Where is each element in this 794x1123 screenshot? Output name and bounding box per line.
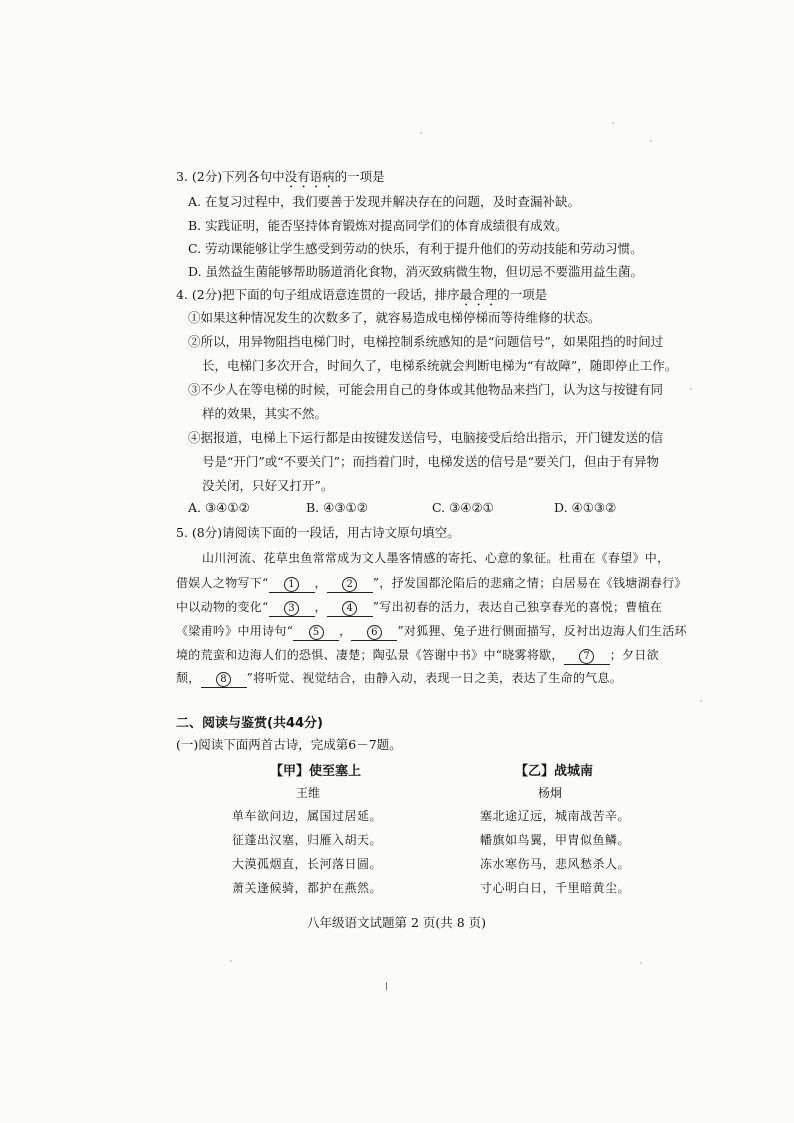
q3-option-d: D. 虽然益生菌能够帮助肠道消化食物，消灭致病微生物，但切忌不要滥用益生菌。 — [188, 264, 644, 279]
q3-stem-emphasis: 没有语病 — [284, 169, 335, 184]
q5-text: ， — [339, 624, 352, 638]
scan-speck — [700, 700, 702, 702]
answer-blank-2[interactable] — [327, 575, 373, 593]
answer-blank-1[interactable] — [269, 575, 315, 593]
q5-text: ， — [314, 600, 327, 614]
poem-b-line-4: 寸心明白日，千里暗黄尘。 — [480, 881, 631, 895]
q5-paragraph-line-3 — [176, 597, 662, 617]
answer-blank-3[interactable] — [269, 599, 315, 617]
q4-stem-prefix: 4. (2分)把下面的句子组成语意连贯的一段话，排序 — [176, 287, 460, 302]
q5-text: 《梁甫吟》中用诗句“ — [176, 624, 294, 638]
q4-option-a: A. ③④①② — [188, 500, 250, 515]
q4-sentence-4-end: 没关闭，只好又打开”。 — [202, 478, 334, 493]
poem-b-line-3: 冻水寒伤马，悲风愁杀人。 — [480, 857, 631, 871]
poem-a-line-4: 萧关逢候骑，都护在燕然。 — [232, 881, 383, 895]
answer-blank-8[interactable] — [201, 670, 247, 688]
q4-sentence-1: ①如果这种情况发生的次数多了，就容易造成电梯停梯而等待维修的状态。 — [188, 310, 601, 325]
q4-option-c: C. ③④②① — [432, 500, 494, 515]
q3-stem-prefix: 3. (2分)下列各句中 — [176, 169, 285, 184]
q5-text: 颓， — [176, 671, 201, 685]
q4-sentence-4: ④据报道，电梯上下运行都是由按键发送信号，电脑接受后给出指示，开门键发送的信 — [188, 430, 664, 445]
poem-b-title: 【乙】战城南 — [515, 764, 594, 779]
blank-number: 6 — [367, 625, 382, 640]
scan-speck — [640, 962, 642, 964]
blank-number: 4 — [342, 601, 357, 616]
poem-a-title: 【甲】使至塞上 — [270, 764, 362, 779]
blank-number: 8 — [216, 672, 231, 687]
q4-option-d: D. ④①③② — [554, 500, 617, 515]
blank-number: 1 — [284, 577, 299, 592]
q5-text: ”对狐狸、兔子进行侧面描写，反衬出边海人们生活环 — [397, 624, 687, 638]
poem-a-author: 王维 — [296, 786, 321, 800]
scan-speck — [420, 132, 422, 134]
poem-b-author: 杨炯 — [538, 786, 563, 800]
q5-text: 借娱人之物写下“ — [176, 576, 269, 590]
scan-speck — [650, 140, 652, 142]
scan-mark — [386, 982, 387, 990]
blank-number: 2 — [342, 577, 357, 592]
blank-number: 7 — [579, 649, 594, 664]
q3-option-b: B. 实践证明，能否坚持体育锻炼对提高同学们的体育成绩很有成效。 — [188, 218, 568, 233]
q5-text: ”将听觉、视觉结合，由静入动，表现一日之美，表达了生命的气息。 — [246, 671, 623, 685]
q5-text: 境的荒蛮和边海人们的恐惧、凄楚；陶弘景《答谢中书》中“晓雾将歇， — [176, 648, 564, 662]
q4-sentence-4-cont: 号是“开门”或“不要关门”；而挡着门时，电梯发送的信号是“要关门，但由于有异物 — [202, 454, 659, 469]
q4-sentence-3: ③不少人在等电梯的时候，可能会用自己的身体或其他物品来挡门，认为这与按键有同 — [188, 382, 664, 397]
q5-paragraph-line-2 — [176, 573, 687, 593]
poem-a-line-1: 单车欲问边，属国过居延。 — [232, 809, 383, 823]
q5-text: ”写出初春的活力，表达自己独享春光的喜悦；曹植在 — [372, 600, 663, 614]
q3-stem — [176, 167, 385, 191]
scan-speck — [690, 388, 692, 390]
q4-option-b: B. ④③①② — [306, 500, 368, 515]
page-footer: 八年级语文试题第 2 页(共 8 页) — [307, 915, 487, 930]
poem-a-line-2: 征蓬出汉塞，归雁入胡天。 — [232, 833, 383, 847]
blank-number: 3 — [284, 601, 299, 616]
poem-b-line-1: 塞北途辽远，城南战苦辛。 — [480, 809, 631, 823]
q3-stem-suffix: 的一项是 — [334, 169, 385, 184]
answer-blank-4[interactable] — [327, 599, 373, 617]
q4-stem-emphasis: 最合理 — [459, 287, 498, 302]
q4-stem-suffix: 的一项是 — [497, 287, 548, 302]
answer-blank-7[interactable] — [564, 647, 610, 665]
q5-text: ”，抒发国都沦陷后的悲痛之情；白居易在《钱塘湖春行》 — [372, 576, 687, 590]
q5-text: ， — [314, 576, 327, 590]
q5-paragraph-line-6 — [176, 668, 622, 688]
q5-stem: 5. (8分)请阅读下面的一段话，用古诗文原句填空。 — [176, 525, 460, 540]
section-2-heading: 二、阅读与鉴赏(共44分) — [176, 716, 323, 731]
q5-paragraph-line-4 — [176, 621, 687, 641]
q5-text: ；夕日欲 — [609, 648, 659, 662]
q5-text: 中以动物的变化“ — [176, 600, 269, 614]
q4-sentence-2-cont: 长，电梯门多次开合，时间久了，电梯系统就会判断电梯为“有故障”，随即停止工作。 — [202, 358, 678, 373]
q4-sentence-3-cont: 样的效果，其实不然。 — [202, 406, 328, 421]
q3-option-c: C. 劳动课能够让学生感受到劳动的快乐，有利于提升他们的劳动技能和劳动习惯。 — [188, 241, 643, 256]
q3-option-a: A. 在复习过程中，我们要善于发现并解决存在的问题，及时查漏补缺。 — [188, 194, 580, 209]
q5-paragraph-line-5 — [176, 645, 659, 665]
blank-number: 5 — [309, 625, 324, 640]
section-2-subheading: (一)阅读下面两首古诗，完成第6－7题。 — [176, 737, 402, 752]
scan-speck — [612, 122, 614, 124]
poem-b-line-2: 幡旗如鸟翼，甲胄似鱼鳞。 — [480, 833, 631, 847]
answer-blank-5[interactable] — [293, 623, 339, 641]
q4-sentence-2: ②所以，用异物阻挡电梯门时，电梯控制系统感知的是“问题信号”，如果阻挡的时间过 — [188, 334, 664, 349]
q4-stem — [176, 285, 547, 309]
poem-a-line-3: 大漠孤烟直，长河落日圆。 — [232, 857, 383, 871]
scan-speck — [230, 960, 232, 962]
q5-paragraph-line-1: 山川河流、花草虫鱼常常成为文人墨客情感的寄托、心意的象征。杜甫在《春望》中， — [202, 551, 670, 565]
answer-blank-6[interactable] — [351, 623, 397, 641]
